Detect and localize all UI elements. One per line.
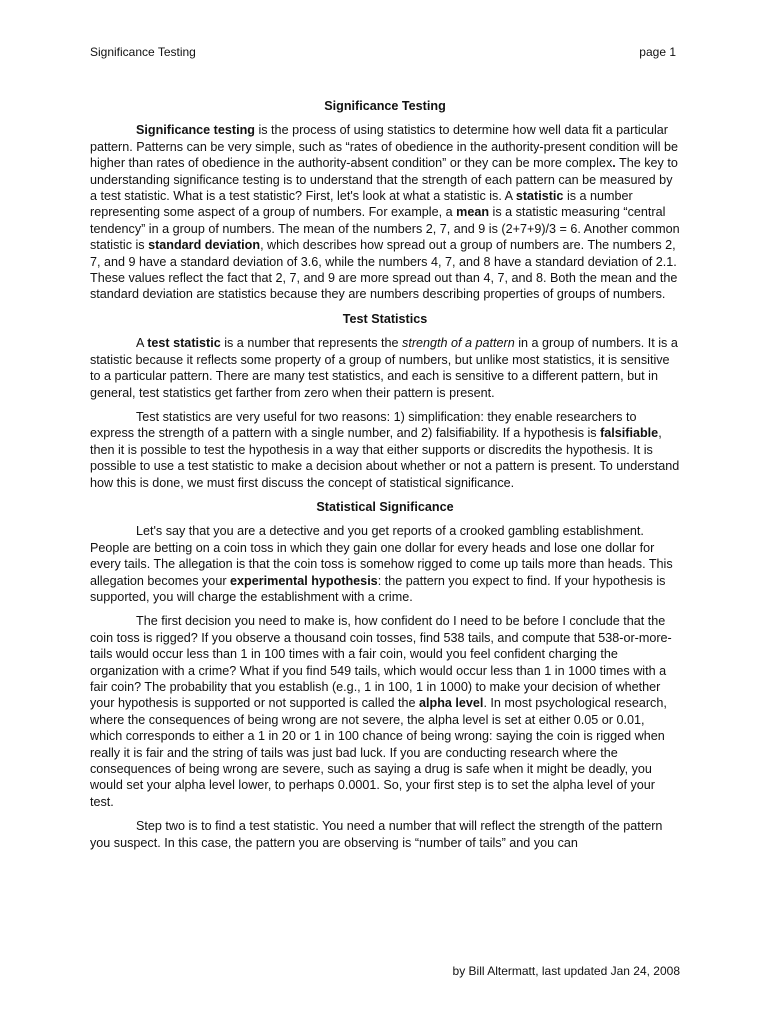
ss-p2-text-1: The first decision you need to make is, how confident do I need to be before I conclude that the coin toss is rigged? If you observe a thousand coin tosses, find 538 tails, and compute that 538-or-more-tails would occur less than 1 in 100 times with a fair coin, would you feel confident charging the organization with a crime? What if you find 549 tails, which would occur less than 1 in 1000 times with a fair coin? The probability that you establish (e.g., 1 in 100, 1 in 1000) to make your decision of whether your hypothesis is supported or not supported is called the	[90, 614, 672, 711]
page-footer: by Bill Altermatt, last updated Jan 24, 2008	[452, 964, 680, 978]
term-falsifiable: falsifiable	[600, 426, 659, 441]
significance-paragraph-3	[90, 818, 680, 851]
intro-text-1: is the process of using statistics to determine how well data fit a particular pattern. Patterns can be very simple, such as “rates of obedience in the authority-present condition will be higher than rates of obedience in the authority-absent condition” or they can be more complex	[90, 123, 679, 171]
ts-p2-text-1: Test statistics are very useful for two reasons: 1) simplification: they enable researchers to express the strength of a pattern with a single number, and 2) falsifiability. If a hypothesis is	[90, 409, 637, 441]
ts-p2-text-2: , then it is possible to test the hypothesis in a way that either supports or discredits the hypothesis. It is possible to use a test statistic to make a decision about whether or not a pattern is present. To understand how this is done, we must first discuss the concept of statistical significance.	[90, 426, 680, 490]
ts-p1-text-1: A	[136, 336, 148, 351]
term-mean: mean	[456, 205, 490, 220]
ss-p3-text-1: Step two is to find a test statistic. You need a number that will reflect the strength of the pattern you suspect. In this case, the pattern you are observing is “number of tails” and you can	[90, 819, 663, 850]
test-statistics-paragraph-1	[90, 335, 680, 401]
intro-text-2: The key to understanding significance testing is to understand that the strength of each pattern can be measured by a test statistic. What is a test statistic? First, let's look at what a statistic is. A	[90, 156, 678, 204]
emphasis-strength-of-pattern: strength of a pattern	[402, 336, 515, 351]
document-title: Significance Testing	[324, 99, 446, 113]
term-alpha-level: alpha level	[419, 696, 484, 711]
intro-text-5: , which describes how spread out a group of numbers are. The numbers 2, 7, and 9 have a standard deviation of 3.6, while the numbers 4, 7, and 8 have a standard deviation of 2.1. These values reflect the fact that 2, 7, and 9 are more spread out than 4, 7, and 8. Both the mean and the standard deviation are statistics because they are numbers describing properties of groups of numbers.	[90, 238, 678, 302]
ss-p1-text-1: Let's say that you are a detective and you get reports of a crooked gambling establishment. People are betting on a coin toss in which they gain one dollar for every heads and lose one dollar for every tails. The allegation is that the coin toss is somehow rigged to come up tails more than heads. This allegation becomes your	[90, 524, 673, 588]
intro-bold-period: .	[612, 156, 616, 171]
page-number: page 1	[639, 45, 676, 59]
ts-p1-text-2: is a number that represents the	[220, 336, 403, 351]
term-significance-testing: Significance testing	[136, 123, 255, 138]
document-body	[90, 98, 680, 859]
intro-text-4: is a statistic measuring “central tendency” in a group of numbers. The mean of the numbers 2, 7, and 9 is (2+7+9)/3 = 6. Another common statistic is	[90, 205, 680, 253]
term-test-statistic: test statistic	[147, 336, 221, 351]
heading-statistical-significance: Statistical Significance	[316, 499, 454, 514]
ss-p1-text-2: : the pattern you expect to find. If your hypothesis is supported, you will charge the establishment with a crime.	[90, 573, 666, 604]
intro-text-3: is a number representing some aspect of a group of numbers. For example, a	[90, 189, 633, 220]
running-header-title: Significance Testing	[90, 45, 196, 59]
term-standard-deviation: standard deviation	[148, 238, 261, 253]
significance-paragraph-2	[90, 613, 680, 810]
intro-paragraph	[90, 122, 680, 302]
ts-p1-text-3: in a group of numbers. It is a statistic because it reflects some property of a group of numbers, but unlike most statistics, it is sensitive to a particular pattern. There are many test statistics, and each is sensitive to a different pattern, but in general, test statistics get farther from zero when their pattern is present.	[90, 336, 678, 400]
significance-paragraph-1	[90, 523, 680, 605]
test-statistics-paragraph-2	[90, 409, 680, 491]
term-experimental-hypothesis: experimental hypothesis	[230, 573, 378, 588]
ss-p2-text-2: . In most psychological research, where the consequences of being wrong are not severe, the alpha level is set at either 0.05 or 0.01, which corresponds to either a 1 in 20 or 1 in 100 chance of being wrong: saying the coin is rigged when really it is fair and the string of tails was just bad luck. If you are conducting research where the consequences of being wrong are severe, such as saying a drug is safe when it might be deadly, you would set your alpha level lower, to perhaps 0.0001. So, your first step is to set the alpha level of your test.	[90, 696, 667, 809]
term-statistic: statistic	[515, 189, 564, 204]
heading-test-statistics: Test Statistics	[342, 311, 428, 326]
